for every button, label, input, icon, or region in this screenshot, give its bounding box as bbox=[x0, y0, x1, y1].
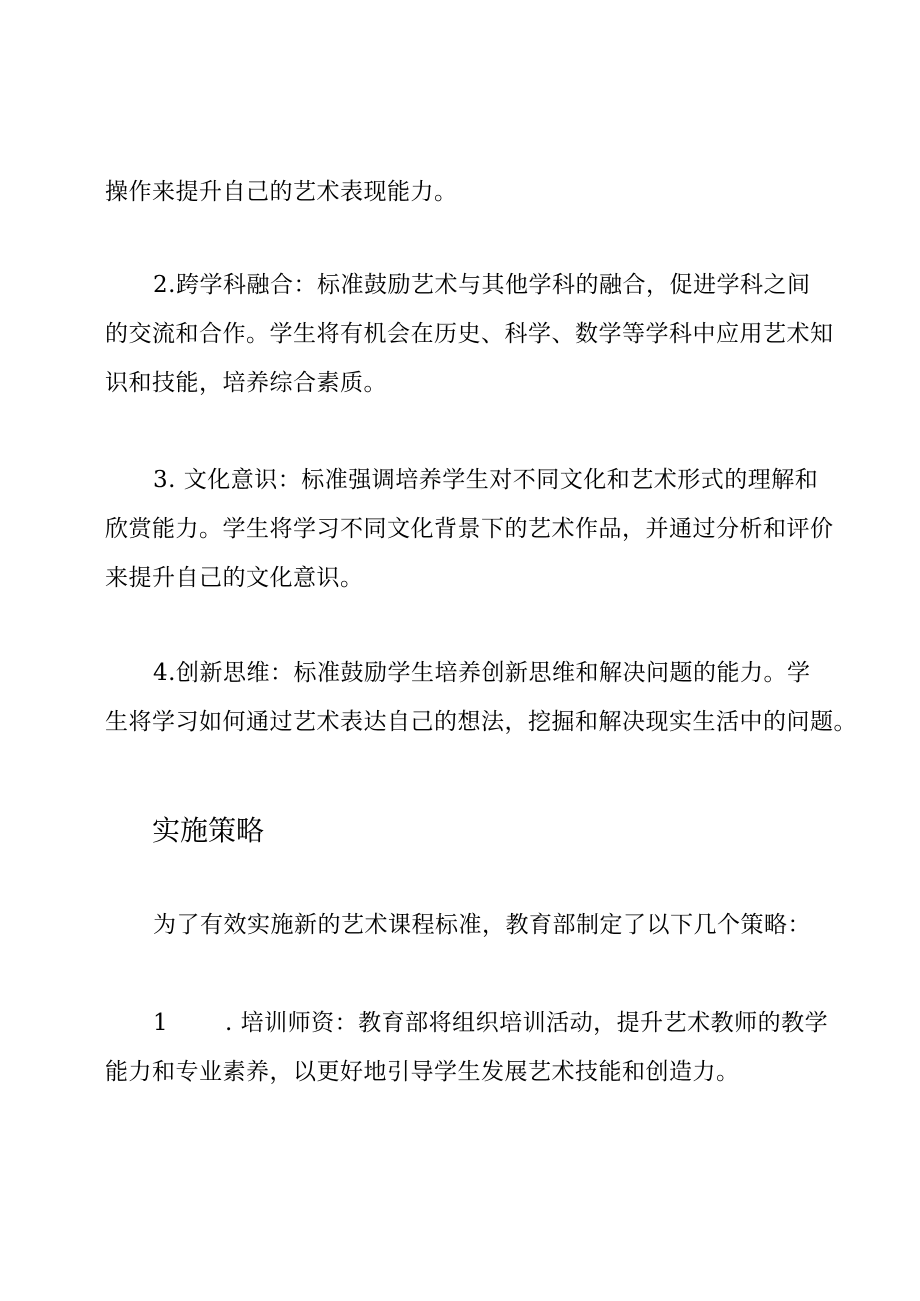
text-line bbox=[105, 999, 829, 1048]
text-line: 识和技能，培养综合素质。 bbox=[105, 370, 387, 396]
item-number: 1 bbox=[153, 1010, 169, 1036]
text-line: 欣赏能力。学生将学习不同文化背景下的艺术作品，并通过分析和评价 bbox=[105, 516, 834, 542]
text-line: 操作来提升自己的艺术表现能力。 bbox=[105, 179, 458, 205]
text-line bbox=[105, 261, 825, 310]
item-number: 3 bbox=[153, 467, 169, 493]
paragraph-item-3 bbox=[105, 456, 834, 603]
text-line: 为了有效实施新的艺术课程标准，教育部制定了以下几个策略： bbox=[153, 912, 811, 938]
item-number: 2 bbox=[153, 272, 169, 298]
text-line bbox=[105, 456, 825, 505]
text-line bbox=[105, 649, 825, 698]
item-first-line: . 文化意识：标准强调培养学生对不同文化和艺术形式的理解和 bbox=[168, 467, 819, 493]
paragraph-continuation bbox=[105, 168, 825, 217]
item-first-line: .创新思维：标准鼓励学生培养创新思维和解决问题的能力。学 bbox=[168, 660, 811, 686]
paragraph-intro bbox=[105, 901, 825, 950]
text-line: 生将学习如何通过艺术表达自己的想法，挖掘和解决现实生活中的问题。 bbox=[105, 709, 857, 735]
paragraph-item-4 bbox=[105, 649, 857, 747]
section-heading: 实施策略 bbox=[152, 814, 265, 847]
paragraph-item-2 bbox=[105, 261, 834, 408]
paragraph-strategy-1 bbox=[105, 999, 829, 1097]
item-first-line: . 培训师资：教育部将组织培训活动，提升艺术教师的教学 bbox=[225, 1010, 829, 1036]
item-first-line: .跨学科融合：标准鼓励艺术与其他学科的融合，促进学科之间 bbox=[168, 272, 811, 298]
text-line: 来提升自己的文化意识。 bbox=[105, 565, 364, 591]
text-line: 能力和专业素养，以更好地引导学生发展艺术技能和创造力。 bbox=[105, 1059, 740, 1085]
item-number: 4 bbox=[153, 660, 169, 686]
text-line: 的交流和合作。学生将有机会在历史、科学、数学等学科中应用艺术知 bbox=[105, 321, 834, 347]
